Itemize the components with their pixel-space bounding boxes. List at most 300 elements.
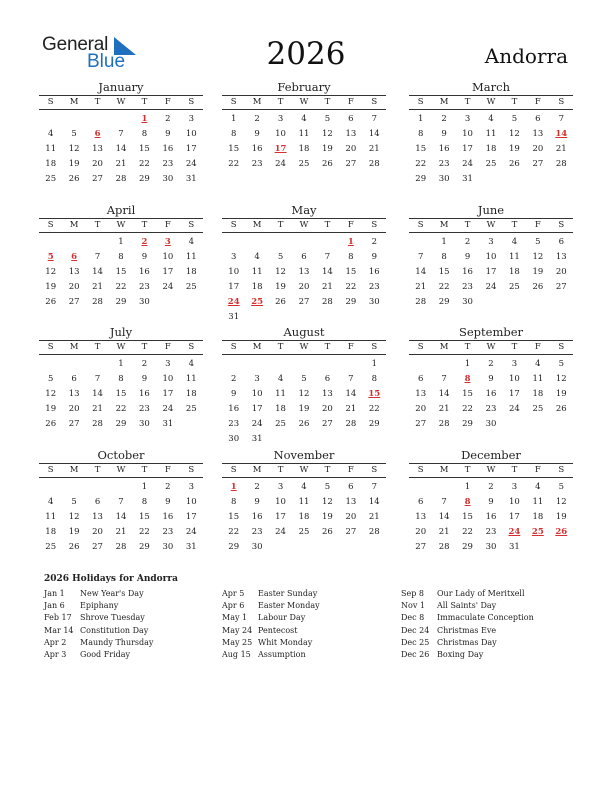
day: 12 (532, 252, 544, 262)
day: 4 (488, 114, 494, 124)
day: 11 (298, 129, 310, 139)
day: 7 (441, 374, 447, 384)
holiday-date: Mar 14 (44, 625, 74, 635)
day: 22 (115, 404, 127, 414)
day-grid (409, 357, 573, 432)
day: 23 (438, 159, 450, 169)
day: 19 (275, 282, 286, 292)
day: 25 (509, 282, 520, 292)
day: 22 (368, 404, 380, 414)
weekday-label: S (188, 97, 195, 107)
day: 2 (141, 359, 148, 369)
day: 2 (464, 237, 471, 247)
day: 4 (535, 482, 541, 492)
holiday-date: Aug 15 (222, 649, 251, 659)
weekday-label: W (299, 465, 309, 475)
day: 11 (485, 129, 497, 139)
day: 7 (118, 129, 124, 139)
weekday-label: S (230, 342, 237, 352)
day: 5 (511, 114, 518, 124)
weekday-label: S (558, 342, 565, 352)
day: 21 (438, 404, 450, 414)
day: 3 (511, 482, 518, 492)
day: 2 (488, 359, 494, 369)
day-grid (409, 235, 573, 310)
day: 23 (485, 527, 497, 537)
day: 23 (228, 419, 240, 429)
day: 25 (275, 419, 286, 429)
day: 20 (68, 282, 80, 292)
day: 29 (462, 542, 473, 552)
day: 9 (464, 252, 471, 262)
day: 17 (185, 144, 197, 154)
holiday-name: Whit Monday (258, 637, 313, 647)
day: 27 (68, 297, 80, 307)
month-november (222, 448, 386, 555)
day: 19 (532, 267, 544, 277)
weekday-label: F (534, 97, 541, 107)
holiday-day: 15 (368, 389, 381, 399)
day: 29 (438, 297, 450, 307)
day: 28 (115, 542, 127, 552)
weekday-label: W (486, 342, 496, 352)
weekday-label: S (188, 220, 195, 230)
day: 20 (68, 404, 80, 414)
day: 5 (558, 359, 564, 369)
day: 29 (345, 297, 357, 307)
month-name: July (109, 325, 133, 339)
holiday-item (44, 637, 153, 649)
day: 30 (485, 542, 497, 552)
day: 27 (92, 542, 103, 552)
day: 10 (462, 129, 473, 139)
day: 23 (251, 527, 263, 537)
day: 4 (511, 237, 518, 247)
day: 6 (348, 114, 354, 124)
weekday-label: W (299, 342, 309, 352)
holiday-date: Dec 8 (401, 613, 425, 623)
day: 14 (115, 144, 127, 154)
day: 20 (345, 144, 357, 154)
weekday-label: M (69, 220, 79, 230)
month-july (39, 325, 203, 432)
day: 21 (115, 159, 127, 169)
day: 17 (485, 267, 497, 277)
holiday-date: Jan 6 (44, 601, 65, 611)
empty-day (86, 112, 109, 127)
holiday-date: Nov 1 (401, 601, 425, 611)
day: 4 (188, 237, 194, 247)
day: 12 (68, 512, 80, 522)
holiday-column (222, 588, 320, 661)
weekday-label: M (439, 342, 449, 352)
weekday-label: S (230, 465, 237, 475)
day: 10 (162, 374, 174, 384)
holiday-item (222, 612, 320, 624)
empty-day (62, 112, 85, 127)
day: 22 (462, 527, 473, 537)
logo-text-blue: Blue (87, 51, 126, 72)
day: 8 (231, 497, 237, 507)
month-october (39, 448, 203, 555)
holiday-date: Sep 8 (401, 589, 424, 598)
empty-day (39, 112, 62, 127)
day: 21 (415, 282, 427, 292)
weekday-label: T (324, 342, 331, 352)
day: 15 (115, 389, 127, 399)
day: 13 (345, 129, 357, 139)
day: 2 (371, 237, 377, 247)
day: 18 (298, 512, 310, 522)
day: 17 (251, 404, 263, 414)
day: 21 (115, 527, 127, 537)
weekday-label: T (464, 220, 471, 230)
weekday-label: T (324, 465, 331, 475)
day-grid (409, 112, 573, 187)
empty-day (245, 357, 268, 372)
day: 25 (185, 404, 197, 414)
day: 5 (324, 114, 331, 124)
day: 18 (45, 527, 57, 537)
day: 19 (45, 404, 57, 414)
day: 23 (485, 404, 497, 414)
day: 16 (139, 267, 150, 277)
day: 15 (115, 267, 127, 277)
empty-day (292, 235, 315, 250)
day: 11 (275, 389, 286, 399)
holiday-date: May 25 (222, 637, 253, 647)
day: 31 (228, 312, 240, 322)
day: 24 (185, 159, 197, 169)
day: 1 (371, 359, 377, 369)
weekday-label: S (371, 342, 378, 352)
weekday-label: M (439, 465, 449, 475)
empty-day (62, 480, 85, 495)
day: 19 (555, 512, 567, 522)
weekday-label: M (439, 97, 449, 107)
day: 20 (322, 404, 333, 414)
day: 14 (92, 389, 103, 399)
holiday-name: Maundy Thursday (80, 637, 154, 647)
day: 11 (45, 512, 57, 522)
holiday-item (222, 600, 320, 612)
day: 18 (509, 267, 520, 277)
day: 8 (141, 497, 148, 507)
day: 4 (254, 252, 260, 262)
day: 14 (115, 512, 127, 522)
day: 27 (68, 419, 80, 429)
month-august (222, 325, 386, 447)
holiday-date: Apr 3 (44, 649, 67, 659)
day: 5 (277, 252, 284, 262)
weekday-header (222, 340, 386, 355)
weekday-label: W (116, 465, 126, 475)
month-name: September (458, 325, 524, 339)
empty-day (269, 235, 292, 250)
weekday-label: T (277, 220, 284, 230)
day: 3 (188, 482, 194, 492)
day: 21 (92, 282, 103, 292)
day: 7 (371, 482, 377, 492)
weekday-label: T (324, 97, 331, 107)
day: 18 (532, 512, 544, 522)
weekday-label: F (347, 220, 354, 230)
holiday-item (44, 612, 153, 624)
day: 29 (368, 419, 380, 429)
day: 10 (185, 497, 197, 507)
day: 30 (162, 542, 174, 552)
day: 4 (48, 497, 54, 507)
day: 1 (441, 237, 447, 247)
day: 17 (462, 144, 473, 154)
day: 10 (509, 374, 520, 384)
holiday-column (401, 588, 534, 661)
day: 6 (535, 114, 541, 124)
day: 25 (485, 159, 497, 169)
day: 5 (535, 237, 541, 247)
holiday-day: 6 (71, 252, 78, 262)
holiday-date: May 1 (222, 613, 248, 623)
holiday-item (44, 588, 153, 600)
day: 12 (45, 389, 57, 399)
day: 17 (162, 389, 174, 399)
day-grid (409, 480, 573, 555)
weekday-label: S (47, 220, 54, 230)
day: 16 (438, 144, 450, 154)
day: 28 (438, 542, 450, 552)
day: 21 (345, 404, 357, 414)
day: 14 (322, 267, 333, 277)
day: 12 (275, 267, 286, 277)
day: 22 (415, 159, 427, 169)
day: 7 (118, 497, 124, 507)
day: 23 (251, 159, 263, 169)
month-name: November (273, 448, 335, 462)
day: 9 (165, 129, 171, 139)
day: 16 (162, 512, 174, 522)
weekday-label: W (116, 97, 126, 107)
day: 25 (298, 527, 310, 537)
day: 4 (301, 114, 307, 124)
day: 8 (418, 129, 424, 139)
holiday-day: 1 (141, 114, 148, 124)
day: 27 (415, 542, 427, 552)
day: 31 (162, 419, 174, 429)
weekday-label: T (141, 465, 148, 475)
holiday-name: Epiphany (80, 601, 119, 611)
day: 2 (165, 114, 171, 124)
holiday-date: Apr 5 (222, 589, 245, 598)
holiday-name: Christmas Eve (437, 625, 497, 635)
day: 11 (298, 497, 310, 507)
day: 20 (92, 527, 103, 537)
day: 22 (115, 282, 127, 292)
day: 19 (509, 144, 520, 154)
day: 7 (558, 114, 564, 124)
month-name: December (461, 448, 521, 462)
day: 13 (68, 267, 80, 277)
day: 15 (415, 144, 427, 154)
day: 13 (555, 252, 567, 262)
day: 12 (68, 144, 80, 154)
day-grid (222, 235, 386, 325)
holiday-item (222, 625, 320, 637)
day: 24 (485, 282, 497, 292)
day: 3 (254, 374, 260, 384)
empty-day (62, 235, 85, 250)
holiday-date: Dec 26 (401, 649, 430, 659)
day: 9 (141, 252, 148, 262)
day: 24 (509, 404, 520, 414)
day: 24 (275, 527, 286, 537)
day: 26 (68, 174, 80, 184)
day: 15 (139, 144, 150, 154)
month-name: October (97, 448, 145, 462)
weekday-label: T (277, 97, 284, 107)
day: 20 (345, 512, 357, 522)
day: 14 (415, 267, 427, 277)
day: 13 (415, 512, 427, 522)
day: 19 (68, 159, 80, 169)
month-name: March (472, 80, 510, 94)
holiday-column (44, 588, 153, 661)
holiday-day: 25 (531, 527, 544, 537)
weekday-label: M (252, 465, 262, 475)
empty-day (292, 357, 315, 372)
day: 10 (509, 497, 520, 507)
day: 26 (322, 159, 333, 169)
weekday-label: W (116, 342, 126, 352)
day: 3 (231, 252, 237, 262)
empty-day (62, 357, 85, 372)
day: 7 (94, 374, 101, 384)
day: 5 (558, 482, 564, 492)
day-grid (39, 235, 203, 310)
day: 11 (509, 252, 520, 262)
month-december (409, 448, 573, 555)
weekday-label: M (252, 220, 262, 230)
day: 15 (462, 389, 473, 399)
day: 21 (92, 404, 103, 414)
weekday-label: M (69, 342, 79, 352)
day: 3 (188, 114, 194, 124)
weekday-label: S (47, 342, 54, 352)
day: 21 (322, 282, 333, 292)
empty-day (86, 357, 109, 372)
month-may (222, 203, 386, 325)
day: 30 (228, 434, 240, 444)
day: 24 (462, 159, 473, 169)
day: 30 (162, 174, 174, 184)
day: 12 (322, 497, 333, 507)
weekday-label: F (164, 465, 171, 475)
day: 15 (228, 144, 240, 154)
day: 31 (462, 174, 473, 184)
empty-day (39, 357, 62, 372)
day: 22 (438, 282, 450, 292)
holiday-item (222, 637, 320, 649)
day-grid (222, 112, 386, 172)
day: 20 (415, 527, 427, 537)
day: 30 (139, 419, 150, 429)
holiday-day: 5 (47, 252, 54, 262)
day: 28 (415, 297, 427, 307)
weekday-label: T (464, 342, 471, 352)
day: 26 (555, 404, 567, 414)
holiday-day: 24 (508, 527, 521, 537)
day: 30 (485, 419, 497, 429)
day: 17 (275, 512, 286, 522)
day: 19 (322, 144, 333, 154)
holiday-item (401, 625, 534, 637)
day: 3 (277, 114, 284, 124)
day: 12 (45, 267, 57, 277)
weekday-label: S (230, 220, 237, 230)
day: 18 (45, 159, 57, 169)
weekday-label: M (439, 220, 449, 230)
month-june (409, 203, 573, 310)
day: 1 (464, 482, 471, 492)
weekday-label: F (347, 342, 354, 352)
weekday-label: F (164, 220, 171, 230)
weekday-label: S (47, 465, 54, 475)
day: 10 (275, 497, 286, 507)
holiday-day: 3 (164, 237, 171, 247)
day: 5 (71, 129, 77, 139)
day: 6 (71, 374, 77, 384)
weekday-label: T (141, 220, 148, 230)
weekday-label: W (299, 97, 309, 107)
holiday-date: Apr 2 (44, 637, 67, 647)
day: 19 (298, 404, 310, 414)
weekday-label: S (371, 220, 378, 230)
day: 31 (185, 174, 197, 184)
holiday-name: All Saints' Day (437, 601, 497, 611)
day: 13 (68, 389, 80, 399)
holiday-item (401, 637, 534, 649)
weekday-label: F (534, 465, 541, 475)
day: 20 (555, 267, 567, 277)
empty-day (409, 480, 432, 495)
day: 13 (532, 129, 544, 139)
day: 22 (228, 527, 240, 537)
day: 25 (45, 174, 57, 184)
day: 4 (535, 359, 541, 369)
day: 8 (118, 252, 124, 262)
day: 6 (94, 497, 101, 507)
day: 8 (348, 252, 354, 262)
day: 14 (368, 497, 380, 507)
day: 9 (254, 497, 260, 507)
day: 26 (68, 542, 80, 552)
day: 28 (345, 419, 357, 429)
day: 6 (418, 374, 424, 384)
holiday-item (401, 600, 534, 612)
day: 26 (509, 159, 520, 169)
month-name: February (277, 80, 331, 94)
day: 26 (322, 527, 333, 537)
day: 24 (162, 282, 174, 292)
weekday-label: T (464, 465, 471, 475)
weekday-header (222, 95, 386, 110)
day: 10 (162, 252, 174, 262)
day: 2 (231, 374, 237, 384)
empty-day (339, 357, 362, 372)
day: 27 (322, 419, 333, 429)
day: 25 (532, 404, 544, 414)
weekday-label: T (464, 97, 471, 107)
day: 28 (322, 297, 333, 307)
